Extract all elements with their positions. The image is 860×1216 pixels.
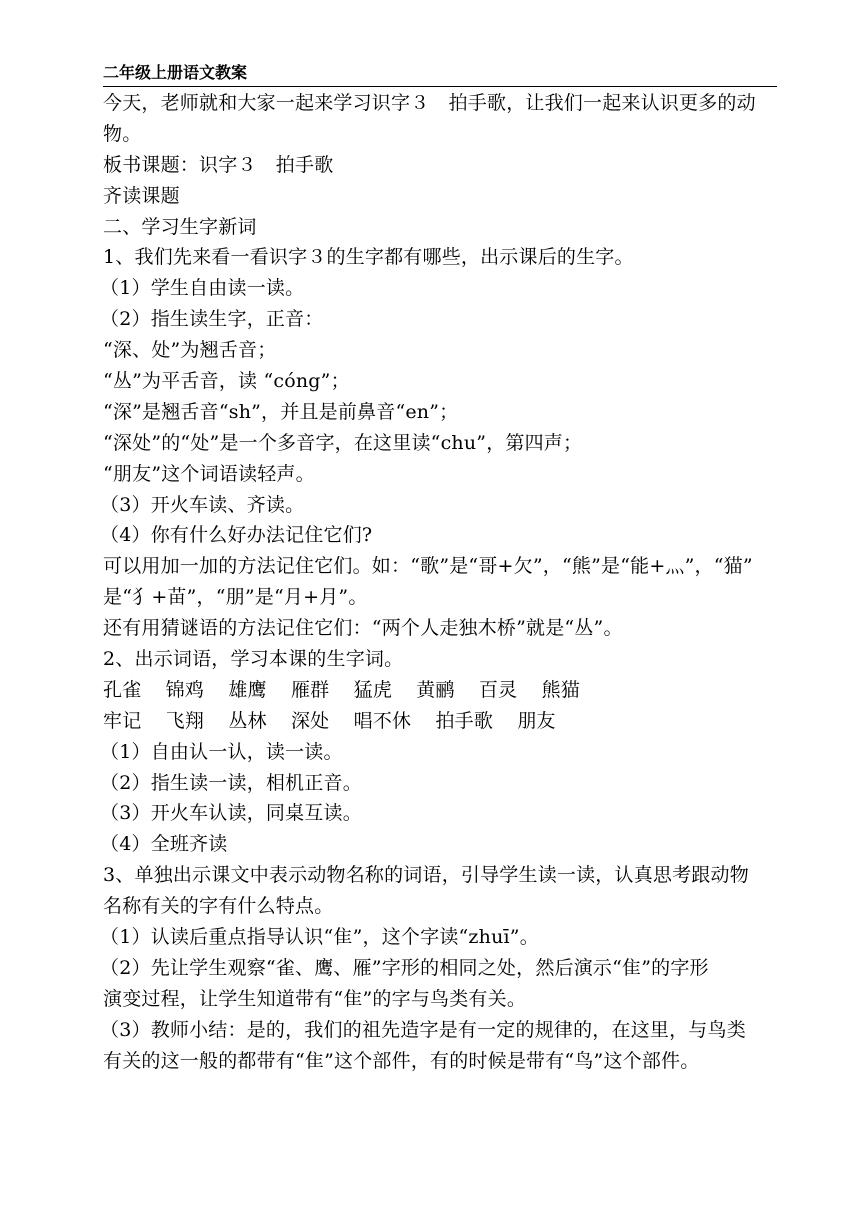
step-heading: 3、单独出示课文中表示动物名称的词语，引导学生读一读，认真思考跟动物 <box>103 864 749 887</box>
substep-line: （4）全班齐读 <box>100 833 228 856</box>
substep-line: （3）开火车认读，同桌互读。 <box>100 802 362 825</box>
vocab-word: 猛虎 <box>353 678 393 701</box>
step-heading: 2、出示词语，学习本课的生字词。 <box>103 648 404 671</box>
substep-line: （3）开火车读、齐读。 <box>100 493 305 516</box>
vocab-word: 丛林 <box>228 709 267 732</box>
vocab-word: 朋友 <box>517 709 556 732</box>
paragraph-line: “丛”为平舌音，读 “cóng”； <box>103 370 350 393</box>
substep-line: （1）学生自由读一读。 <box>100 277 305 300</box>
paragraph-line: 有关的这一般的都带有“隹”这个部件，有的时候是带有“鸟”这个部件。 <box>103 1049 700 1072</box>
paragraph-line: “深、处”为翘舌音； <box>103 339 277 362</box>
word-list-row-1 <box>103 675 783 706</box>
page-header <box>103 62 777 87</box>
vocab-word: 熊猫 <box>541 678 580 701</box>
paragraph-line: “深处”的“处”是一个多音字，在这里读“chu”，第四声； <box>103 431 583 454</box>
vocab-word: 雄鹰 <box>228 678 267 701</box>
paragraph-line: 还有用猜谜语的方法记住它们：“两个人走独木桥”就是“丛”。 <box>103 617 623 640</box>
substep-line: （3）教师小结：是的，我们的祖先造字是有一定的规律的，在这里，与鸟类 <box>100 1018 746 1041</box>
paragraph-line: 演变过程，让学生知道带有“隹”的字与鸟类有关。 <box>103 987 527 1010</box>
substep-line: （1）认读后重点指导认识“隹”，这个字读“zhuī”。 <box>100 926 539 949</box>
word-list-row-2 <box>103 706 783 737</box>
board-title-line: 板书课题：识字３ 拍手歌 <box>103 153 334 176</box>
vocab-word: 牢记 <box>103 709 142 732</box>
vocab-word: 拍手歌 <box>435 709 494 732</box>
substep-line: （1）自由认一认，读一读。 <box>100 740 343 763</box>
paragraph-line: 今天，老师就和大家一起来学习识字３ 拍手歌，让我们一起来认识更多的动 <box>103 92 756 114</box>
paragraph-line: 齐读课题 <box>103 184 180 207</box>
section-heading: 二、学习生字新词 <box>103 215 257 238</box>
vocab-word: 百灵 <box>478 678 518 701</box>
substep-line: （4）你有什么好办法记住它们? <box>100 524 373 547</box>
step-heading: 1、我们先来看一看识字３的生字都有哪些，出示课后的生字。 <box>103 246 634 269</box>
substep-line: （2）指生读一读，相机正音。 <box>100 771 362 794</box>
vocab-word: 飞翔 <box>165 709 205 732</box>
vocab-word: 黄鹂 <box>416 678 455 701</box>
vocab-word: 锦鸡 <box>165 678 205 701</box>
vocab-word: 孔雀 <box>103 678 142 701</box>
vocab-word: 深处 <box>290 709 330 732</box>
paragraph-line: 是“犭+苗”，“朋”是“月+月”。 <box>103 586 368 609</box>
paragraph-line: 物。 <box>103 122 142 145</box>
substep-line: （2）先让学生观察“雀、鹰、雁”字形的相同之处，然后演示“隹”的字形 <box>100 956 709 979</box>
paragraph-line: “朋友”这个词语读轻声。 <box>103 462 315 485</box>
lesson-body <box>100 88 783 1077</box>
paragraph-line: 可以用加一加的方法记住它们。如：“歌”是“哥+欠”，“熊”是“能+灬”，“猫” <box>103 555 753 578</box>
paragraph-line: 名称有关的字有什么特点。 <box>103 895 334 918</box>
substep-line: （2）指生读生字，正音： <box>100 308 324 331</box>
vocab-word: 雁群 <box>290 678 330 701</box>
header-title: 二年级上册语文教案 <box>103 63 248 82</box>
paragraph-line: “深”是翘舌音“sh”，并且是前鼻音“en”； <box>103 400 459 423</box>
vocab-word: 唱不休 <box>353 709 412 732</box>
